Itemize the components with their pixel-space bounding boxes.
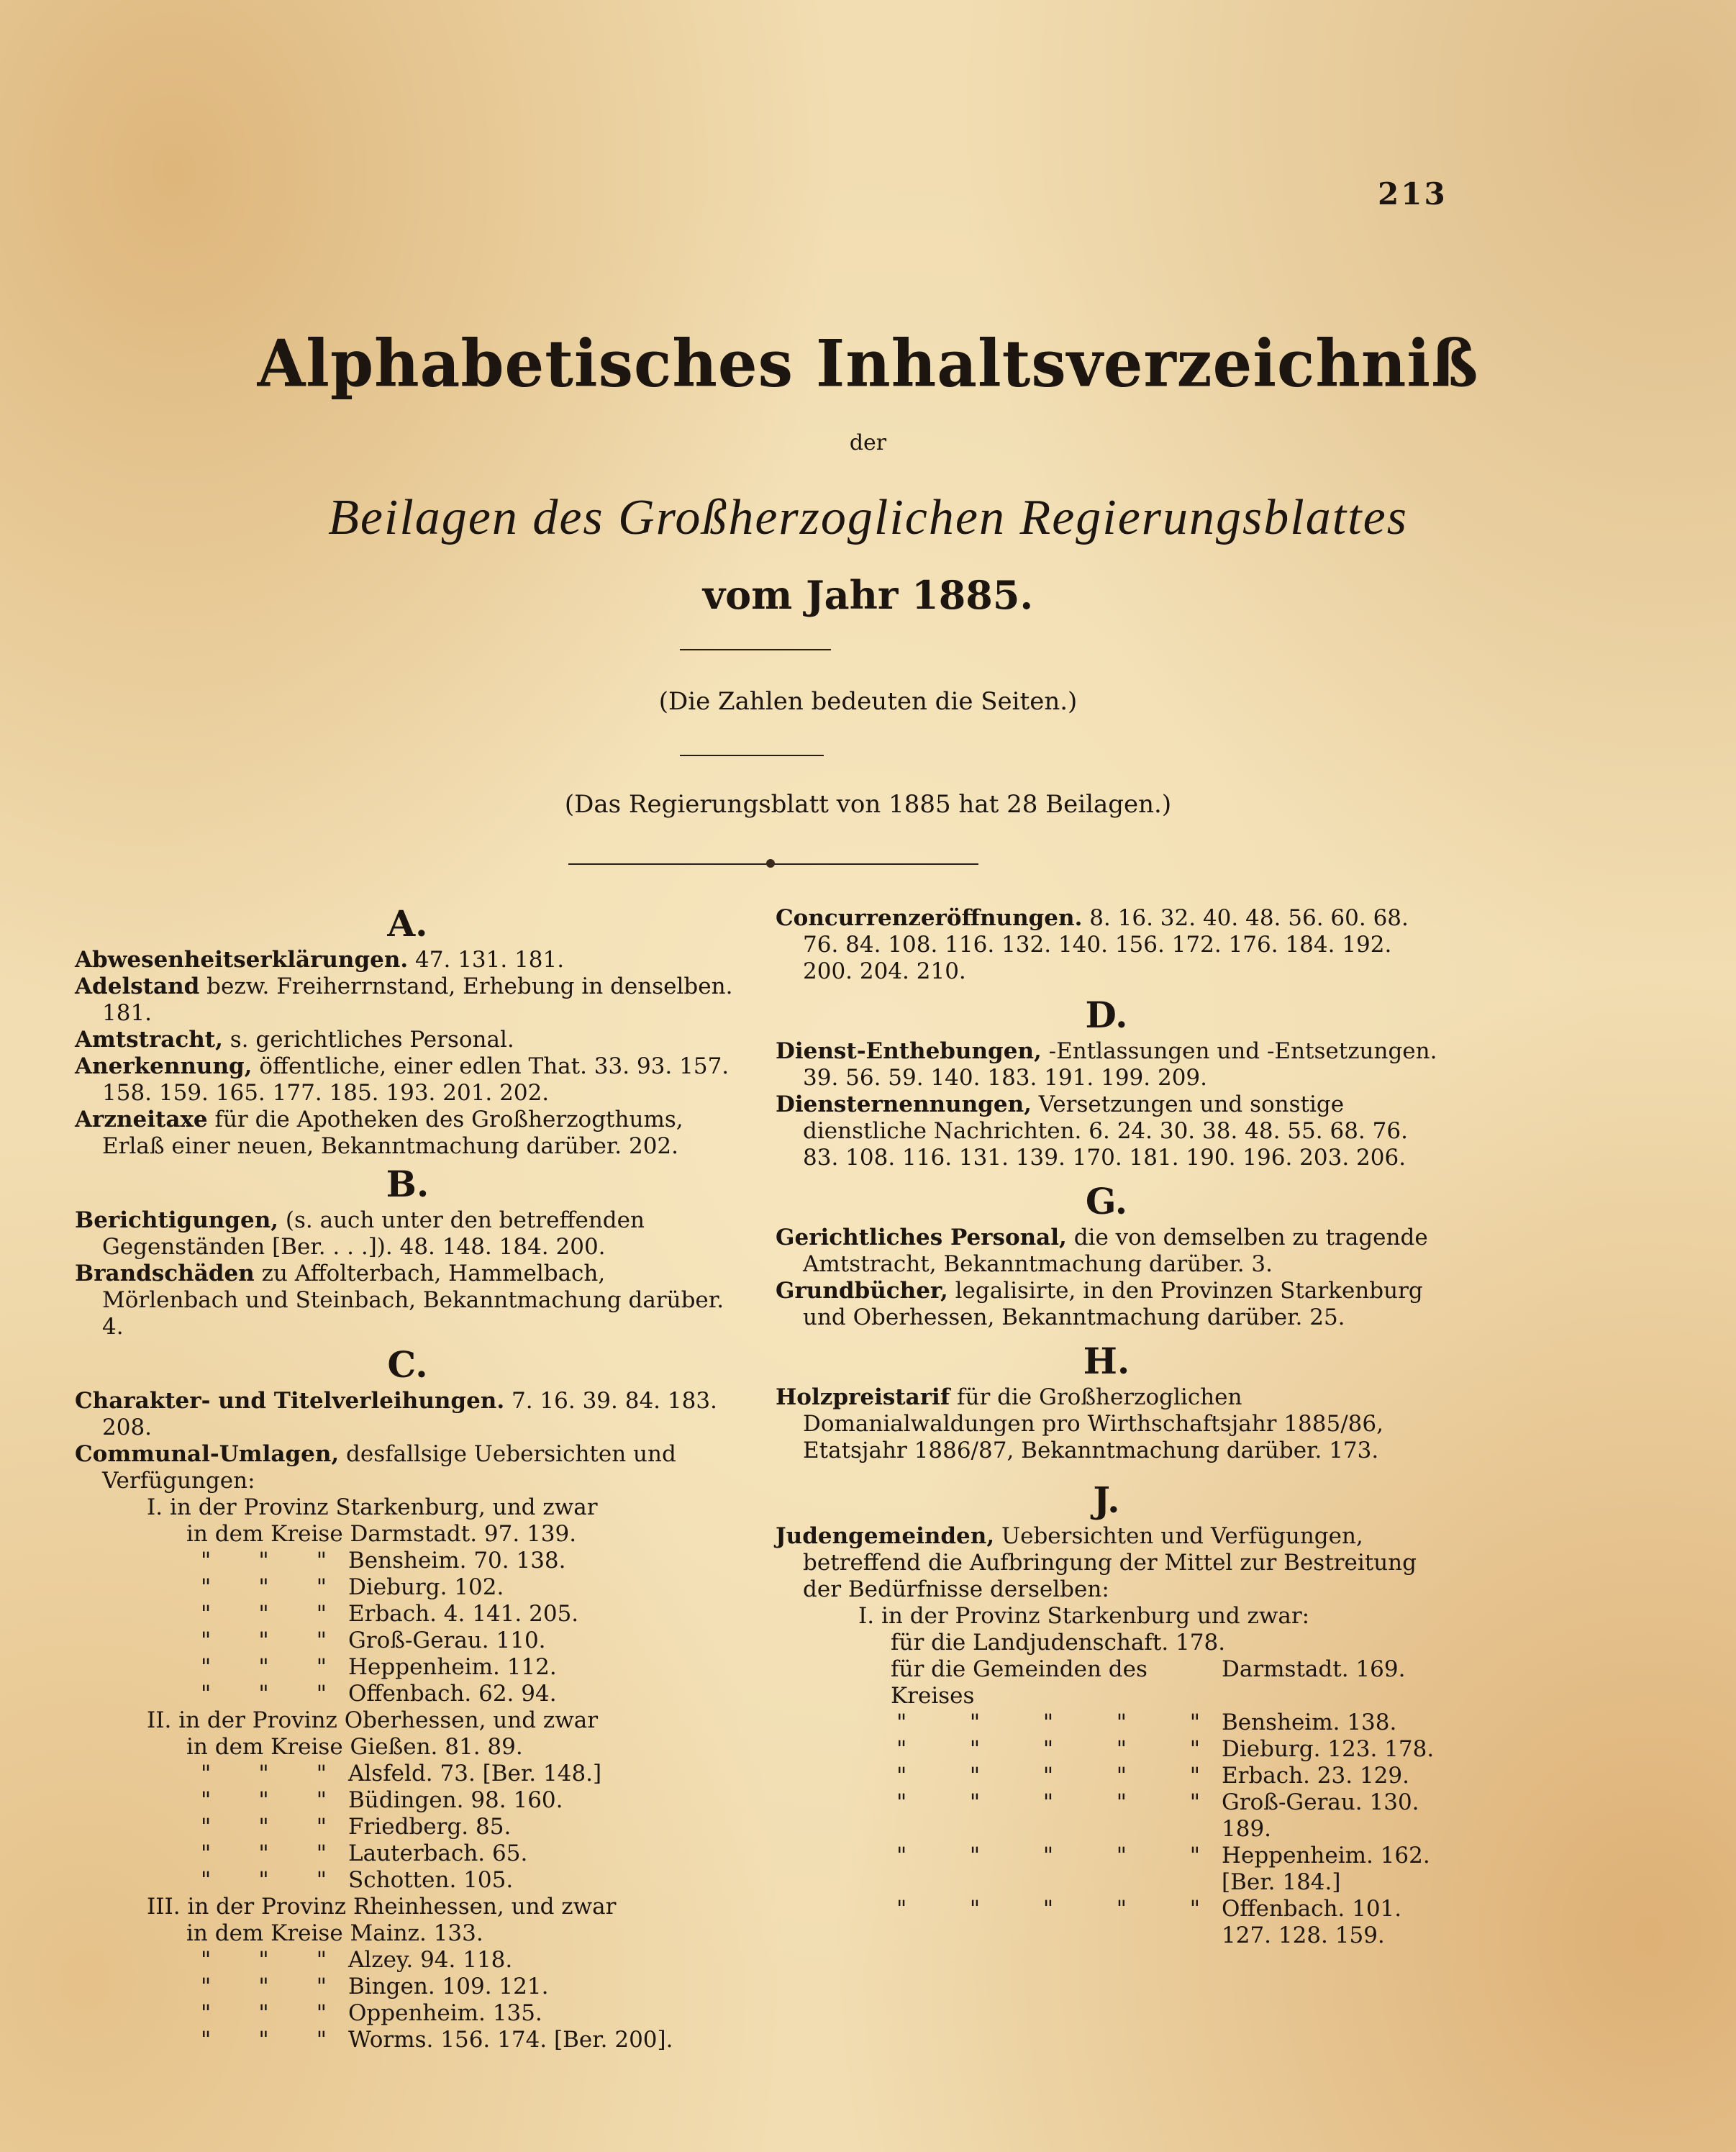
index-entry: Abwesenheitserklärungen. 47. 131. 181. xyxy=(75,947,565,973)
ditto-mark: " xyxy=(201,1601,212,1627)
district-value: Oppenheim. 135. xyxy=(348,2000,542,2026)
ditto-mark: " xyxy=(201,1814,212,1840)
index-entry: Dienst-Enthebungen, -Entlassungen und -Entsetzungen. 39. 56. 59. 140. 183. 191. 199. 209. xyxy=(776,1038,1437,1091)
section-letter: G. xyxy=(1085,1180,1128,1222)
ditto-entry xyxy=(75,1867,740,1894)
section-letter: J. xyxy=(1093,1479,1120,1521)
ditto-mark: " xyxy=(258,1867,269,1893)
ditto-entry xyxy=(776,1896,1437,1949)
page-title: Alphabetisches Inhaltsverzeichniß xyxy=(257,325,1479,402)
ditto-entry xyxy=(776,1763,1437,1789)
ditto-mark: " xyxy=(1189,1763,1200,1789)
ditto-mark: " xyxy=(316,1681,327,1707)
ditto-mark: " xyxy=(201,1867,212,1893)
ditto-marks xyxy=(776,1843,1222,1896)
ditto-mark: " xyxy=(201,1627,212,1653)
ditto-mark: " xyxy=(258,1654,269,1680)
ditto-mark: " xyxy=(969,1789,981,1815)
ditto-mark: " xyxy=(1116,1736,1127,1762)
ditto-mark: " xyxy=(316,1761,327,1786)
community-entry xyxy=(776,1656,1437,1710)
ditto-mark: " xyxy=(1042,1710,1054,1735)
ditto-mark: " xyxy=(316,1840,327,1866)
ditto-entry xyxy=(75,1840,740,1867)
district-value: Friedberg. 85. xyxy=(348,1814,512,1840)
ditto-entry xyxy=(776,1710,1437,1736)
ditto-marks xyxy=(75,2000,348,2027)
ditto-mark: " xyxy=(1116,1843,1127,1869)
community-entry: für die Landjudenschaft. 178. xyxy=(891,1630,1226,1656)
ditto-mark: " xyxy=(1116,1789,1127,1815)
ditto-mark: " xyxy=(1116,1896,1127,1922)
divider xyxy=(680,755,824,756)
province-heading: I. in der Provinz Starkenburg und zwar: xyxy=(858,1603,1310,1629)
year-line: vom Jahr 1885. xyxy=(702,572,1034,618)
index-entry: Grundbücher, legalisirte, in den Provinzen Starkenburg und Oberhessen, Bekanntmachung darüber. 25. xyxy=(776,1278,1423,1330)
ditto-mark: " xyxy=(896,1763,907,1789)
district-value: Schotten. 105. xyxy=(348,1867,514,1893)
ditto-marks xyxy=(75,1601,348,1627)
district-entry: in dem Kreise Darmstadt. 97. 139. xyxy=(186,1521,577,1547)
ditto-mark: " xyxy=(1042,1896,1054,1922)
district-value: Bensheim. 138. xyxy=(1222,1710,1397,1735)
ditto-mark: " xyxy=(258,1574,269,1600)
district-entry: in dem Kreise Mainz. 133. xyxy=(186,1920,483,1946)
district-value: Lauterbach. 65. xyxy=(348,1840,528,1866)
ditto-marks xyxy=(75,1761,348,1787)
ditto-entry xyxy=(75,2000,740,2027)
ditto-marks xyxy=(75,1974,348,2000)
ditto-entry xyxy=(75,1681,740,1707)
district-value: Alzey. 94. 118. xyxy=(348,1947,513,1973)
ditto-mark: " xyxy=(1042,1763,1054,1789)
ditto-mark: " xyxy=(258,1548,269,1574)
district-value: Büdingen. 98. 160. xyxy=(348,1787,563,1813)
title-connector: der xyxy=(849,430,887,455)
district-value: Dieburg. 102. xyxy=(348,1574,504,1600)
ditto-mark: " xyxy=(201,1574,212,1600)
ditto-mark: " xyxy=(201,1840,212,1866)
district-value: Bensheim. 70. 138. xyxy=(348,1548,566,1574)
ditto-mark: " xyxy=(258,1681,269,1707)
district-value: Heppenheim. 112. xyxy=(348,1654,557,1680)
ditto-entry xyxy=(776,1843,1437,1896)
index-entry: Judengemeinden, Uebersichten und Verfügungen, betreffend die Aufbringung der Mittel zur Bestreitung der Bedürfnisse derselben: xyxy=(776,1523,1417,1602)
ditto-mark: " xyxy=(1189,1789,1200,1815)
ditto-mark: " xyxy=(1116,1763,1127,1789)
section-letter: D. xyxy=(1085,994,1128,1036)
ditto-marks xyxy=(75,1840,348,1867)
page-number: 213 xyxy=(1378,176,1448,212)
ditto-mark: " xyxy=(316,1947,327,1973)
district-value: Bingen. 109. 121. xyxy=(348,1974,549,1999)
community-prefix: für die Gemeinden des Kreises xyxy=(891,1656,1148,1709)
page-subtitle: Beilagen des Großherzoglichen Regierungsblattes xyxy=(328,490,1408,545)
ditto-mark: " xyxy=(316,1974,327,1999)
ditto-mark: " xyxy=(969,1763,981,1789)
ditto-entry xyxy=(75,1761,740,1787)
ditto-marks xyxy=(776,1763,1222,1789)
ditto-marks xyxy=(75,1867,348,1894)
ditto-mark: " xyxy=(1189,1736,1200,1762)
ditto-mark: " xyxy=(258,2027,269,2053)
ditto-mark: " xyxy=(1042,1843,1054,1869)
section-letter: H. xyxy=(1083,1340,1130,1382)
ditto-marks xyxy=(776,1736,1222,1763)
ditto-entry xyxy=(75,1654,740,1681)
ditto-mark: " xyxy=(316,1574,327,1600)
ditto-mark: " xyxy=(969,1736,981,1762)
ditto-mark: " xyxy=(896,1710,907,1735)
ditto-mark: " xyxy=(896,1843,907,1869)
ditto-entry xyxy=(75,1574,740,1601)
ditto-marks xyxy=(776,1710,1222,1736)
ditto-mark: " xyxy=(316,2027,327,2053)
ditto-mark: " xyxy=(1189,1710,1200,1735)
index-entry: Anerkennung, öffentliche, einer edlen That. 33. 93. 157. 158. 159. 165. 177. 185. 193. 201. 202. xyxy=(75,1053,730,1106)
ditto-entry xyxy=(75,1787,740,1814)
left-column xyxy=(75,899,740,2053)
ditto-mark: " xyxy=(258,1627,269,1653)
section-letter: C. xyxy=(387,1343,428,1386)
ditto-mark: " xyxy=(1189,1896,1200,1922)
ditto-mark: " xyxy=(316,1867,327,1893)
ditto-mark: " xyxy=(896,1789,907,1815)
district-value: Worms. 156. 174. [Ber. 200]. xyxy=(348,2027,673,2053)
ditto-marks xyxy=(776,1896,1222,1949)
ditto-mark: " xyxy=(316,1787,327,1813)
index-entry: Communal-Umlagen, desfallsige Uebersichten und Verfügungen: xyxy=(75,1441,676,1494)
district-value: Heppenheim. 162. [Ber. 184.] xyxy=(1222,1843,1430,1895)
ditto-entry xyxy=(776,1789,1437,1843)
ditto-mark: " xyxy=(1042,1789,1054,1815)
ditto-mark: " xyxy=(201,1548,212,1574)
district-entry: in dem Kreise Gießen. 81. 89. xyxy=(186,1734,523,1760)
ditto-mark: " xyxy=(258,1947,269,1973)
ditto-marks xyxy=(75,2027,348,2053)
index-entry: Berichtigungen, (s. auch unter den betreffenden Gegenständen [Ber. . . .]). 48. 148. 184. 200. xyxy=(75,1207,645,1260)
ditto-mark: " xyxy=(258,1840,269,1866)
ditto-mark: " xyxy=(969,1710,981,1735)
section-letter: A. xyxy=(387,902,428,945)
ditto-mark: " xyxy=(201,2000,212,2026)
ditto-mark: " xyxy=(1189,1843,1200,1869)
ditto-entry xyxy=(75,1548,740,1574)
ditto-entry xyxy=(75,1814,740,1840)
note-supplements: (Das Regierungsblatt von 1885 hat 28 Beilagen.) xyxy=(564,790,1172,819)
right-column xyxy=(776,905,1437,1949)
ditto-mark: " xyxy=(258,1814,269,1840)
ditto-entry xyxy=(75,1947,740,1974)
index-entry: Diensternennungen, Versetzungen und sonstige dienstliche Nachrichten. 6. 24. 30. 38. 48. 55. 68. 76. 83. 108. 116. 131. 139. 170. 181. 190. 196. 203. 206. xyxy=(776,1091,1408,1171)
district-value: Erbach. 23. 129. xyxy=(1222,1763,1409,1789)
divider-ornament xyxy=(766,859,775,868)
ditto-mark: " xyxy=(896,1736,907,1762)
ditto-marks xyxy=(75,1814,348,1840)
ditto-mark: " xyxy=(201,1681,212,1707)
ditto-entry xyxy=(75,2027,740,2053)
ditto-mark: " xyxy=(201,1974,212,1999)
ditto-mark: " xyxy=(258,1974,269,1999)
note-numbers: (Die Zahlen bedeuten die Seiten.) xyxy=(658,687,1078,716)
index-entry: Charakter- und Titelverleihungen. 7. 16. 39. 84. 183. 208. xyxy=(75,1388,717,1440)
district-value: Offenbach. 62. 94. xyxy=(348,1681,557,1707)
ditto-mark: " xyxy=(316,2000,327,2026)
district-value: Alsfeld. 73. [Ber. 148.] xyxy=(348,1761,602,1786)
ditto-marks xyxy=(75,1654,348,1681)
district-value: Groß-Gerau. 110. xyxy=(348,1627,546,1653)
index-entry: Amtstracht, s. gerichtliches Personal. xyxy=(75,1027,514,1053)
ditto-mark: " xyxy=(316,1601,327,1627)
divider xyxy=(680,649,831,650)
ditto-marks xyxy=(75,1627,348,1654)
ditto-entry xyxy=(75,1974,740,2000)
index-entry: Concurrenzeröffnungen. 8. 16. 32. 40. 48. 56. 60. 68. 76. 84. 108. 116. 132. 140. 156. 172. 176. 184. 192. 200. 204. 210. xyxy=(776,905,1409,984)
ditto-mark: " xyxy=(258,2000,269,2026)
ditto-mark: " xyxy=(201,1947,212,1973)
ditto-mark: " xyxy=(201,1654,212,1680)
ditto-marks xyxy=(75,1947,348,1974)
ditto-entry xyxy=(75,1627,740,1654)
ditto-marks xyxy=(75,1681,348,1707)
ditto-mark: " xyxy=(258,1761,269,1786)
ditto-mark: " xyxy=(258,1787,269,1813)
index-entry: Holzpreistarif für die Großherzoglichen Domanialwaldungen pro Wirthschaftsjahr 1885/86, Etatsjahr 1886/87, Bekanntmachung darüber. 173. xyxy=(776,1384,1383,1463)
ditto-mark: " xyxy=(316,1548,327,1574)
ditto-mark: " xyxy=(201,1787,212,1813)
ditto-mark: " xyxy=(201,2027,212,2053)
ditto-entry xyxy=(75,1601,740,1627)
index-entry: Gerichtliches Personal, die von demselben zu tragende Amtstracht, Bekanntmachung darüber. 3. xyxy=(776,1225,1428,1277)
ditto-marks xyxy=(75,1574,348,1601)
ditto-mark: " xyxy=(969,1896,981,1922)
ditto-mark: " xyxy=(1116,1710,1127,1735)
ditto-mark: " xyxy=(969,1843,981,1869)
district-value: Offenbach. 101. 127. 128. 159. xyxy=(1222,1896,1402,1948)
ditto-mark: " xyxy=(316,1814,327,1840)
district-value: Dieburg. 123. 178. xyxy=(1222,1736,1435,1762)
section-letter: B. xyxy=(386,1163,430,1205)
ditto-marks xyxy=(75,1787,348,1814)
index-entry: Adelstand bezw. Freiherrnstand, Erhebung in denselben. 181. xyxy=(75,973,733,1026)
ditto-mark: " xyxy=(316,1627,327,1653)
ditto-mark: " xyxy=(316,1654,327,1680)
ditto-mark: " xyxy=(201,1761,212,1786)
province-heading: II. in der Provinz Oberhessen, und zwar xyxy=(147,1707,599,1733)
province-heading: III. in der Provinz Rheinhessen, und zwar xyxy=(147,1894,617,1920)
ditto-mark: " xyxy=(258,1601,269,1627)
ditto-mark: " xyxy=(1042,1736,1054,1762)
index-entry: Arzneitaxe für die Apotheken des Großherzogthums, Erlaß einer neuen, Bekanntmachung darüber. 202. xyxy=(75,1107,683,1159)
district-value: Groß-Gerau. 130. 189. xyxy=(1222,1789,1419,1842)
ditto-mark: " xyxy=(896,1896,907,1922)
ditto-marks xyxy=(75,1548,348,1574)
ditto-marks xyxy=(776,1789,1222,1843)
community-value: Darmstadt. 169. xyxy=(1222,1656,1406,1682)
ditto-entry xyxy=(776,1736,1437,1763)
district-value: Erbach. 4. 141. 205. xyxy=(348,1601,579,1627)
index-entry: Brandschäden zu Affolterbach, Hammelbach, Mörlenbach und Steinbach, Bekanntmachung darüber. 4. xyxy=(75,1261,724,1340)
province-heading: I. in der Provinz Starkenburg, und zwar xyxy=(147,1494,598,1520)
